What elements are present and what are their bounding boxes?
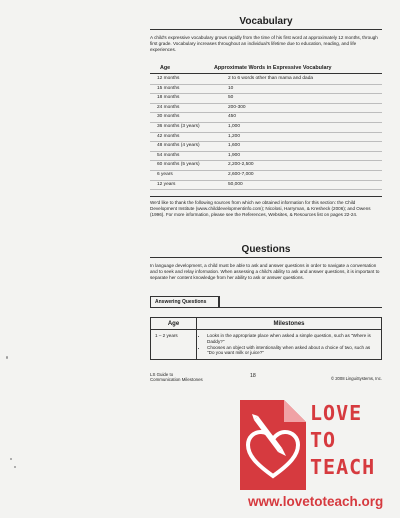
- tab-rule: [150, 307, 382, 308]
- milestone-item: • Chooses an object with intentionality when asked about a choice of two, such as "Do you want milk or juice?": [207, 345, 377, 357]
- sources-rule: [150, 196, 382, 197]
- sources-note: [150, 196, 382, 218]
- header-rule: [150, 73, 382, 74]
- vocab-age: 60 months (5 years): [157, 162, 200, 168]
- pencil-heart-icon: [236, 398, 310, 492]
- vocab-words: 200-300: [228, 104, 246, 110]
- vocab-age: 12 years: [157, 181, 176, 187]
- table-row: [150, 123, 382, 133]
- vocab-words: 50,000: [228, 181, 243, 187]
- copyright: © 2008 LinguiSystems, Inc.: [330, 376, 382, 381]
- milestone-item: • Looks in the appropriate place when asked a simple question, such as "Where is Daddy?": [207, 333, 377, 345]
- milestones-col-milestones: Milestones: [197, 318, 382, 330]
- guide-title-line1: LS Guide to: [150, 372, 174, 377]
- table-row: [150, 94, 382, 104]
- vocab-age: 42 months: [157, 133, 180, 139]
- page-footer: [150, 372, 382, 383]
- table-row: [150, 75, 382, 85]
- vocab-words: 50: [228, 95, 234, 101]
- table-row: [150, 152, 382, 162]
- answering-questions-tab: Answering Questions: [150, 296, 220, 307]
- vocab-words: 2,600-7,000: [228, 172, 254, 177]
- table-row: [150, 113, 382, 123]
- logo-word-teach: TEACH: [310, 455, 376, 479]
- vocab-words: 1,900: [228, 152, 241, 158]
- vocab-age: 6 years: [157, 172, 173, 177]
- vocab-age: 36 months (3 years): [157, 124, 200, 129]
- vocabulary-section: [150, 16, 382, 53]
- vocab-age: 24 months: [157, 104, 180, 110]
- vocab-age: 18 months: [157, 95, 180, 101]
- vocab-age: 15 months: [157, 85, 180, 91]
- vocab-words: 10: [228, 85, 234, 91]
- vocab-words: 2,200-2,500: [228, 162, 254, 168]
- vocabulary-table-header: [150, 63, 382, 73]
- scan-speck: [6, 356, 8, 359]
- vocab-col-words: Approximate Words in Expressive Vocabulary: [214, 65, 332, 71]
- vocab-words: 450: [228, 114, 237, 120]
- vocab-words: 1,600: [228, 143, 241, 149]
- guide-title-line2: Communication Milestones: [150, 377, 203, 383]
- scan-speck: [10, 458, 12, 460]
- vocab-age: 30 months: [157, 114, 180, 120]
- vocab-words: 2 to 6 words other than mama and dada: [228, 76, 314, 81]
- questions-section: [150, 244, 382, 281]
- website-url[interactable]: www.lovetoteach.org: [248, 494, 384, 509]
- sources-text: We'd like to thank the following sources from which we obtained information for this section: the Child Development Institute (www.childdevelopmentinfo.com); Nicolosi, Harryman, & Kresheck (2006); and Owens (1996). For more information, please see the References, Websites, & Resources list on pages 22-24.: [150, 200, 371, 217]
- milestones-header-row: [151, 318, 382, 330]
- milestones-table: [150, 317, 382, 360]
- table-row: [150, 104, 382, 114]
- vocab-words: 1,000: [228, 124, 241, 129]
- vocab-age: 12 months: [157, 76, 180, 81]
- milestones-col-age: Age: [151, 318, 197, 330]
- questions-title: Questions: [150, 244, 382, 258]
- table-row: [150, 85, 382, 95]
- questions-intro: In language development, a child must be able to ask and answer questions in order to navigate a conversation and to seek and relay information. When assessing a child's ability to ask and answer questions, it is important to separate her content knowledge from her ability to ask or answer questions.: [150, 263, 380, 280]
- vocab-words: 1,200: [228, 133, 241, 139]
- milestone-age: 1 – 2 years: [151, 330, 197, 360]
- logo-word-love: LOVE: [310, 401, 363, 425]
- table-row: [150, 142, 382, 152]
- vocab-age: 48 months (4 years): [157, 143, 200, 149]
- logo-word-to: TO: [310, 428, 337, 452]
- row-divider: [150, 189, 382, 190]
- vocab-col-age: Age: [160, 65, 171, 71]
- table-row: [150, 133, 382, 143]
- table-row: [151, 330, 382, 360]
- table-row: [150, 161, 382, 171]
- milestone-list-cell: [197, 330, 382, 360]
- vocabulary-title: Vocabulary: [150, 16, 382, 30]
- scan-speck: [14, 466, 16, 468]
- vocab-age: 54 months: [157, 152, 180, 158]
- page-number: 18: [250, 373, 256, 379]
- table-row: [150, 171, 382, 181]
- table-row: [150, 181, 382, 191]
- vocabulary-intro: A child's expressive vocabulary grows rapidly from the time of his first word at approximately 12 months, through first grade. Vocabulary increases throughout an individual's lifetime due to education, reading, and life experiences.: [150, 35, 378, 52]
